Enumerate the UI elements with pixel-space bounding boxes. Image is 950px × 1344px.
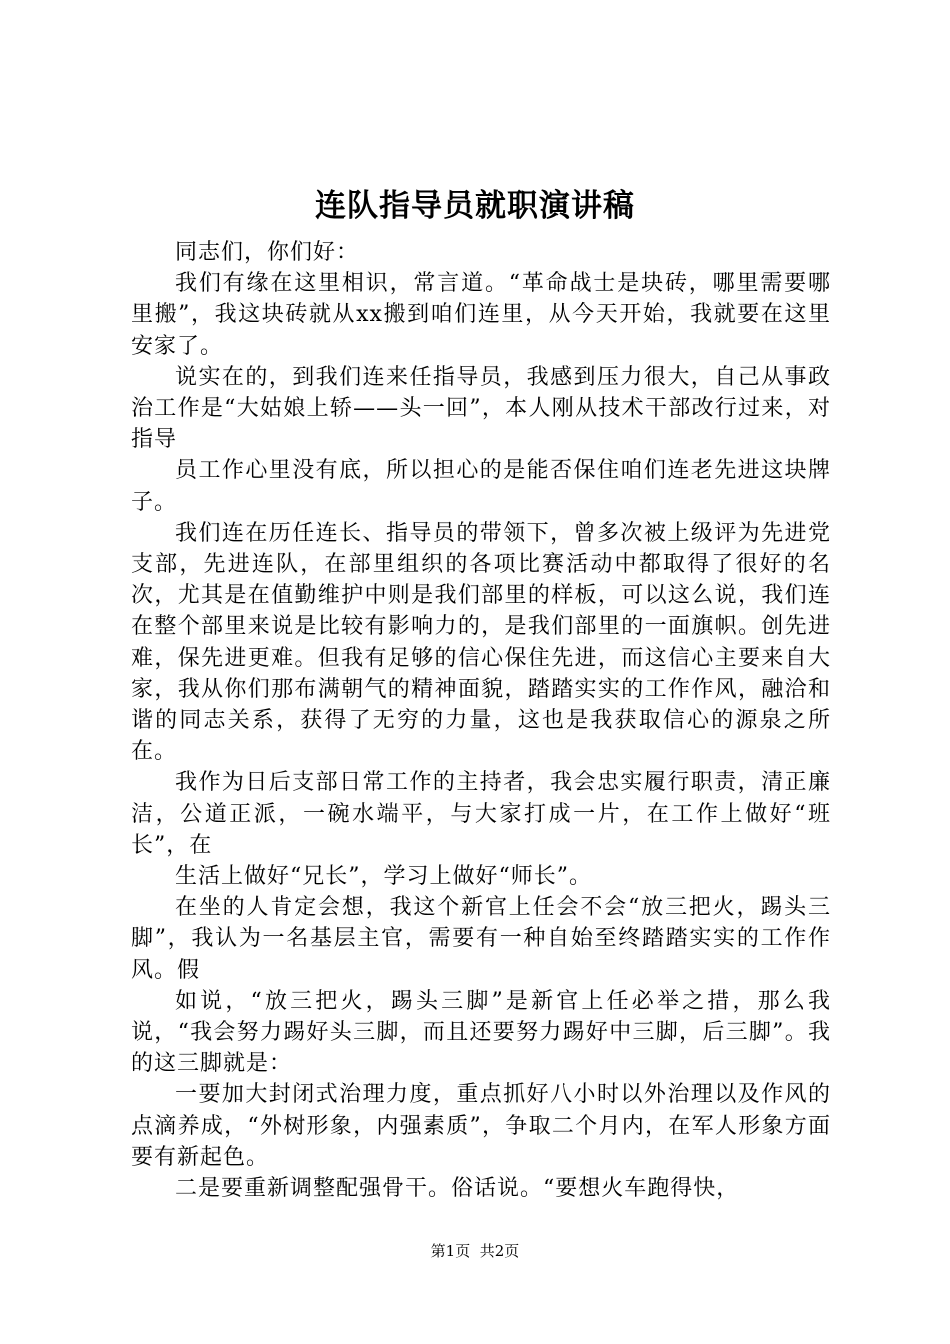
paragraph: 如说，“放三把火，踢头三脚”是新官上任必举之措，那么我说，“我会努力踢好头三脚，而且还要努力踢好中三脚，后三脚”。我的这三脚就是： <box>131 988 831 1077</box>
document-title: 连队指导员就职演讲稿 <box>315 188 635 224</box>
paragraph: 一要加大封闭式治理力度，重点抓好八小时以外治理以及作风的点滴养成，“外树形象，内强素质”，争取二个月内，在军人形象方面要有新起色。 <box>131 1082 831 1170</box>
paragraph: 我们有缘在这里相识，常言道。“革命战士是块砖，哪里需要哪里搬”，我这块砖就从xx搬到咱们连里，从今天开始，我就要在这里安家了。 <box>131 271 831 359</box>
paragraph: 说实在的，到我们连来任指导员，我感到压力很大，自己从事政治工作是“大姑娘上轿——头一回”，本人刚从技术干部改行过来，对指导 <box>131 364 831 453</box>
footer-separator <box>470 1242 480 1260</box>
paragraph: 同志们，你们好： <box>175 240 360 265</box>
paragraph: 在坐的人肯定会想，我这个新官上任会不会“放三把火，踢头三脚”，我认为一名基层主官，需要有一种自始至终踏踏实实的工作作风。假 <box>131 895 831 983</box>
paragraph: 员工作心里没有底，所以担心的是能否保住咱们连老先进这块牌子。 <box>131 458 831 515</box>
page-total: 共2页 <box>479 1242 520 1260</box>
page-footer <box>0 1241 950 1261</box>
paragraph: 我们连在历任连长、指导员的带领下，曾多次被上级评为先进党支部，先进连队，在部里组织的各项比赛活动中都取得了很好的名次，尤其是在值勤维护中则是我们部里的样板，可以这么说，我们连在整个部里来说是比较有影响力的，是我们部里的一面旗帜。创先进难，保先进更难。但我有足够的信心保住先进，而这信心主要来自大家，我从你们那布满朝气的精神面貌，踏踏实实的工作作风，融洽和谐的同志关系，获得了无穷的力量，这也是我获取信心的源泉之所在。 <box>131 520 831 765</box>
paragraph: 二是要重新调整配强骨干。俗话说。“要想火车跑得快， <box>175 1176 740 1202</box>
document-body <box>131 237 831 1204</box>
page-number: 第1页 <box>430 1242 471 1260</box>
paragraph: 我作为日后支部日常工作的主持者，我会忠实履行职责，清正廉洁，公道正派，一碗水端平，与大家打成一片，在工作上做好“班长”，在 <box>131 770 831 858</box>
paragraph: 生活上做好“兄长”，学习上做好“师长”。 <box>175 864 592 890</box>
